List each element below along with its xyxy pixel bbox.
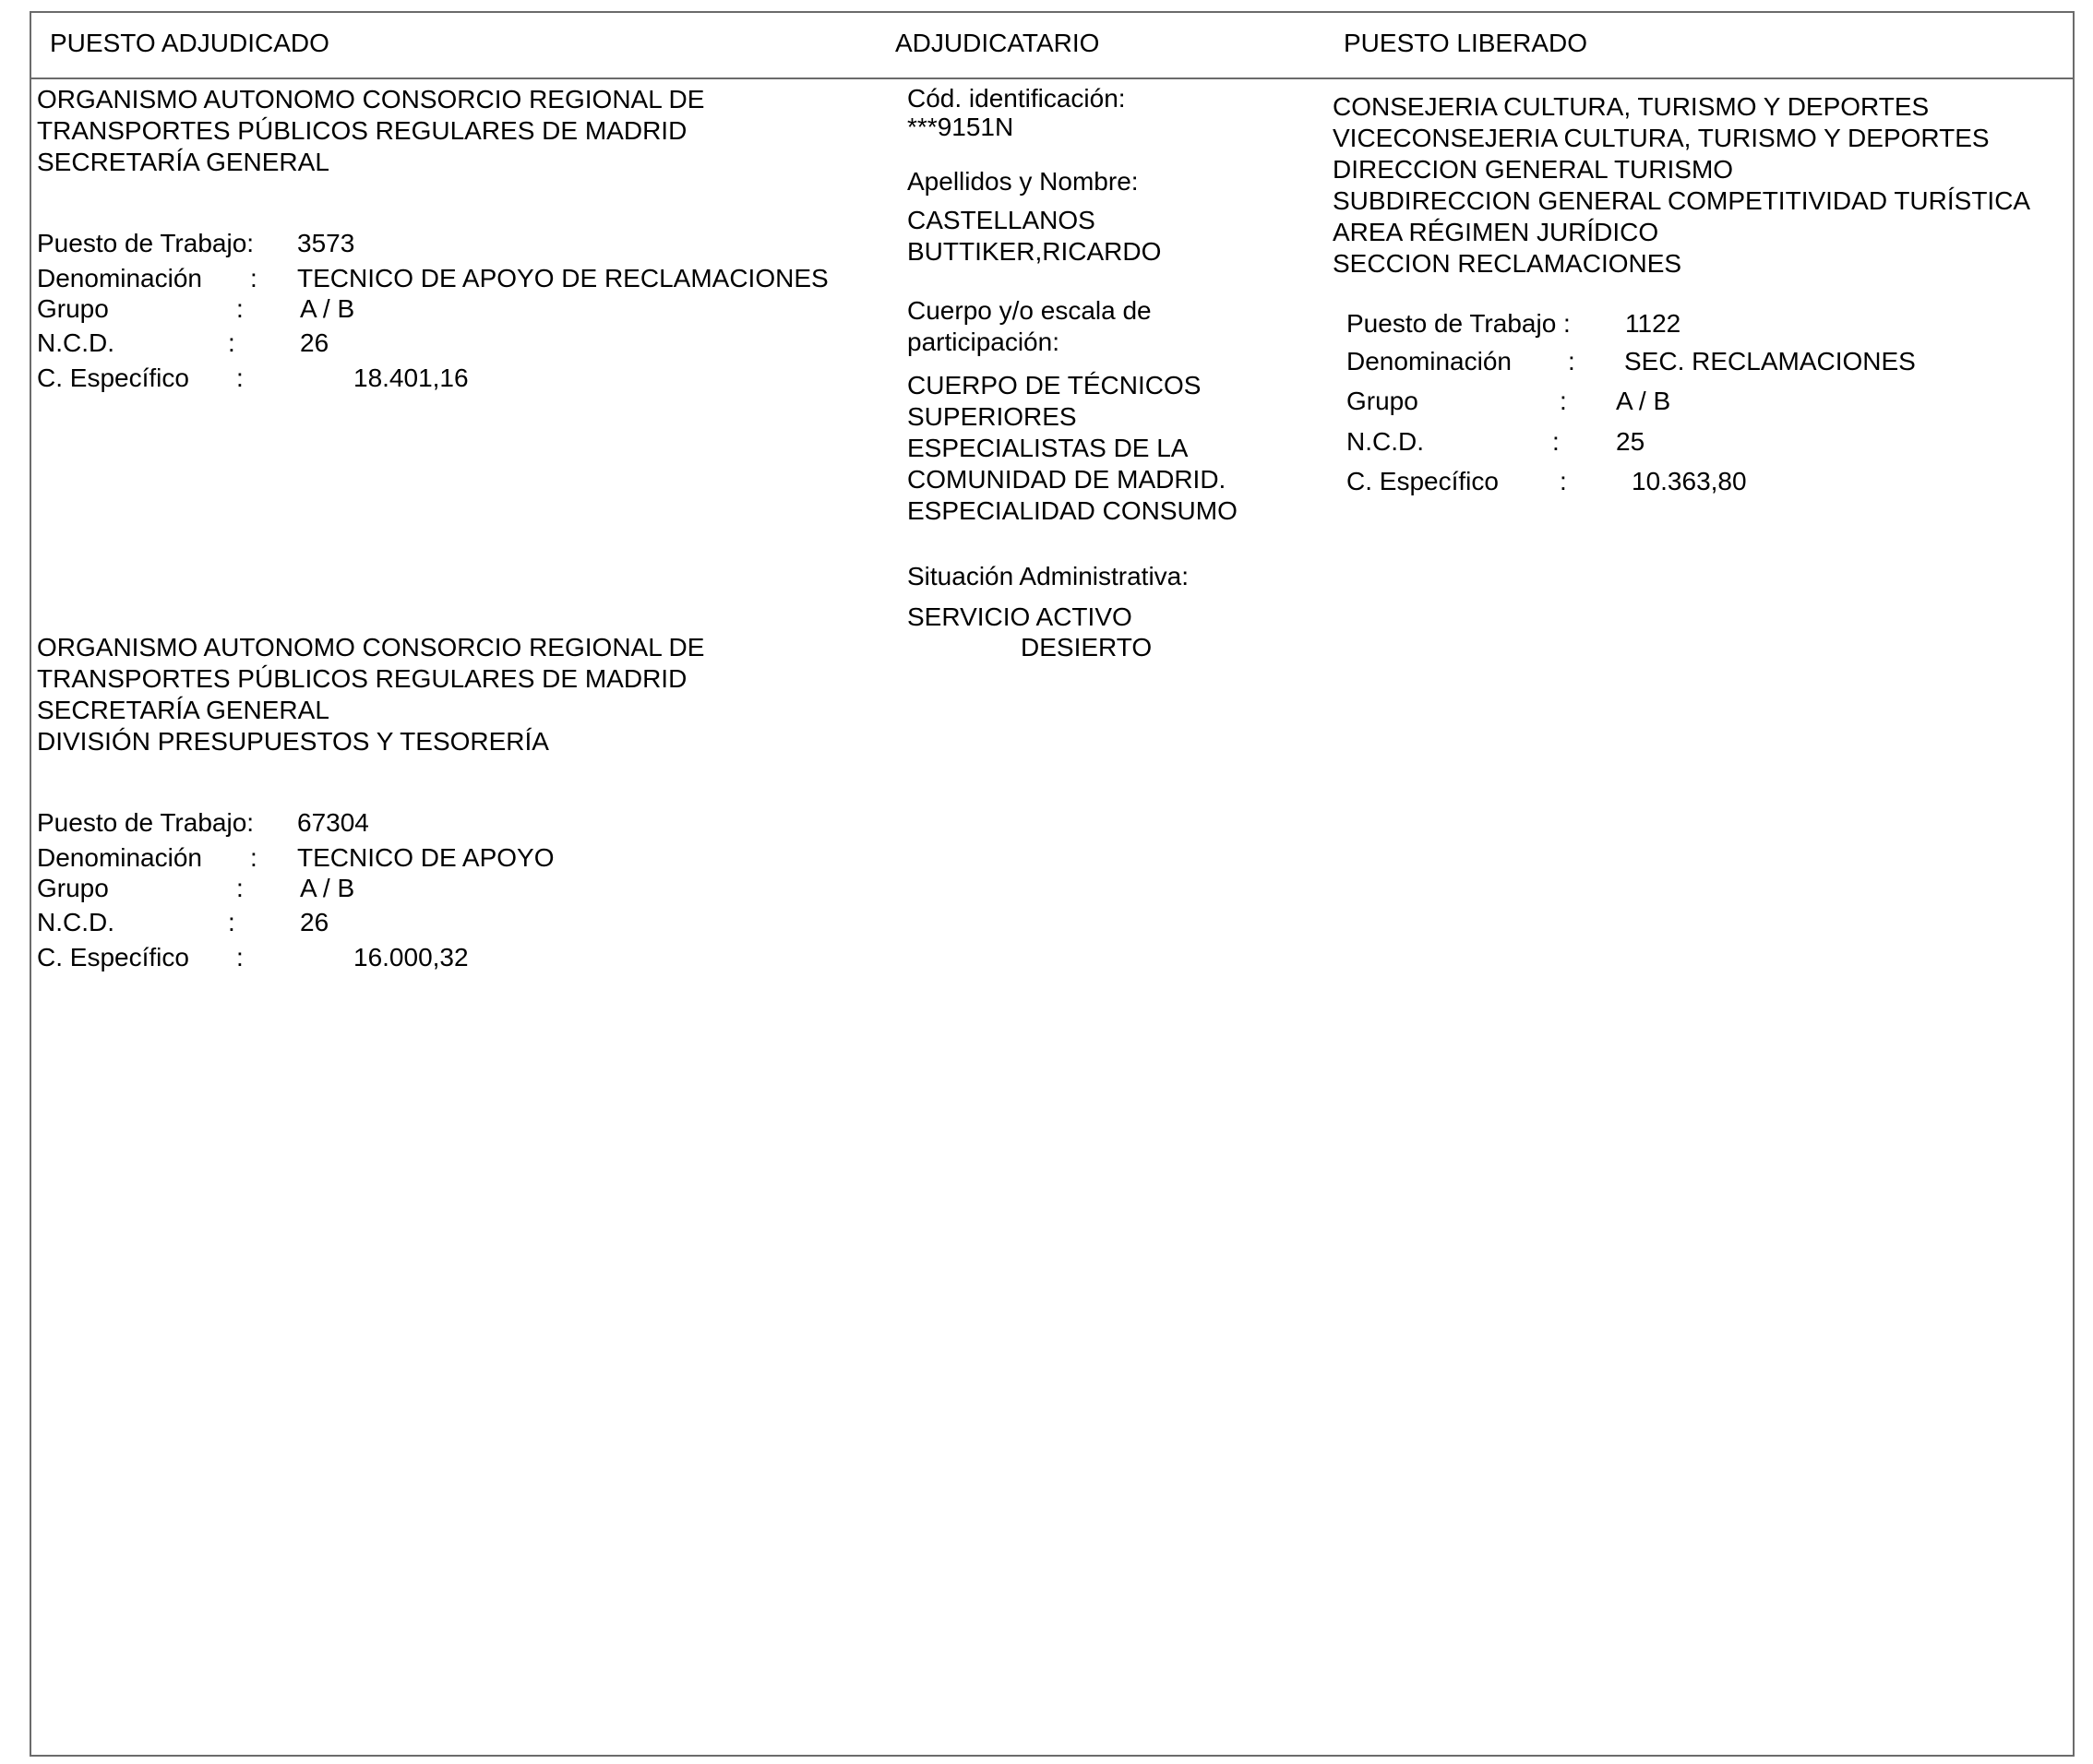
adjudicado-1-organismo: ORGANISMO AUTONOMO CONSORCIO REGIONAL DE TRANSPORTES PÚBLICOS REGULARES DE MADRID SECRETARÍA GENERAL: [37, 85, 705, 176]
adjudicado-2-cesp-value: 16.000,32: [353, 943, 469, 971]
adjudicado-1-grupo-value: A / B: [300, 294, 355, 323]
liberado-cesp-value: 10.363,80: [1632, 467, 1747, 495]
header-puesto-liberado: PUESTO LIBERADO: [1344, 29, 1588, 57]
adjudicado-2-denominacion-colon: :: [250, 843, 257, 872]
adjudicatario-cod-value: ***9151N: [907, 113, 1014, 141]
adjudicatario-situacion-label: Situación Administrativa:: [907, 562, 1190, 590]
adjudicado-2-cesp-label: C. Específico: [37, 943, 189, 971]
adjudicado-2-ncd-label: N.C.D.: [37, 908, 114, 936]
adjudicatario-desierto: DESIERTO: [1021, 633, 1153, 662]
liberado-puesto-label: Puesto de Trabajo :: [1346, 309, 1571, 338]
adjudicado-2-puesto-label: Puesto de Trabajo:: [37, 808, 255, 837]
header-divider: [30, 77, 2075, 79]
adjudicado-1-grupo-label: Grupo: [37, 294, 109, 323]
header-puesto-adjudicado: PUESTO ADJUDICADO: [50, 29, 329, 57]
adjudicado-1-puesto-value: 3573: [297, 229, 355, 257]
adjudicado-1-ncd-colon: :: [228, 328, 235, 357]
adjudicado-1-denominacion-value: TECNICO DE APOYO DE RECLAMACIONES: [297, 264, 829, 292]
liberado-grupo-label: Grupo: [1346, 387, 1418, 415]
liberado-ncd-label: N.C.D.: [1346, 427, 1424, 456]
adjudicado-2-ncd-colon: :: [228, 908, 235, 936]
adjudicado-1-puesto-label: Puesto de Trabajo:: [37, 229, 255, 257]
adjudicado-2-cesp-colon: :: [236, 943, 244, 971]
adjudicado-1-denominacion-colon: :: [250, 264, 257, 292]
adjudicado-1-cesp-colon: :: [236, 364, 244, 392]
adjudicado-2-grupo-colon: :: [236, 874, 244, 902]
adjudicatario-cuerpo-label: Cuerpo y/o escala de participación:: [907, 296, 1152, 356]
liberado-ncd-colon: :: [1552, 427, 1560, 456]
liberado-denominacion-label: Denominación: [1346, 347, 1512, 375]
adjudicatario-apellidos-value: CASTELLANOS BUTTIKER,RICARDO: [907, 206, 1162, 266]
adjudicado-2-denominacion-value: TECNICO DE APOYO: [297, 843, 555, 872]
adjudicatario-cuerpo-value: CUERPO DE TÉCNICOS SUPERIORES ESPECIALISTAS DE LA COMUNIDAD DE MADRID. ESPECIALIDAD CONSUMO: [907, 371, 1238, 525]
liberado-denominacion-value: SEC. RECLAMACIONES: [1624, 347, 1916, 375]
adjudicado-2-ncd-value: 26: [300, 908, 329, 936]
liberado-grupo-colon: :: [1560, 387, 1567, 415]
liberado-cesp-label: C. Específico: [1346, 467, 1499, 495]
liberado-grupo-value: A / B: [1616, 387, 1671, 415]
adjudicatario-apellidos-label: Apellidos y Nombre:: [907, 167, 1139, 196]
adjudicado-1-cesp-label: C. Específico: [37, 364, 189, 392]
adjudicado-2-organismo: ORGANISMO AUTONOMO CONSORCIO REGIONAL DE TRANSPORTES PÚBLICOS REGULARES DE MADRID SECRETARÍA GENERAL DIVISIÓN PRESUPUESTOS Y TESORERÍA: [37, 633, 705, 756]
adjudicado-2-puesto-value: 67304: [297, 808, 369, 837]
liberado-puesto-value: 1122: [1625, 309, 1681, 338]
liberado-organismo: CONSEJERIA CULTURA, TURISMO Y DEPORTES VICECONSEJERIA CULTURA, TURISMO Y DEPORTES DIRECCION GENERAL TURISMO SUBDIRECCION GENERAL COMPETITIVIDAD TURÍSTICA AREA RÉGIMEN JURÍDICO SECCION RECLAMACIONES: [1333, 92, 2031, 278]
adjudicado-1-denominacion-label: Denominación: [37, 264, 202, 292]
adjudicado-1-cesp-value: 18.401,16: [353, 364, 469, 392]
liberado-cesp-colon: :: [1560, 467, 1567, 495]
adjudicatario-cod-label: Cód. identificación:: [907, 84, 1126, 113]
liberado-denominacion-colon: :: [1568, 347, 1575, 375]
adjudicado-1-ncd-label: N.C.D.: [37, 328, 114, 357]
adjudicado-2-grupo-label: Grupo: [37, 874, 109, 902]
adjudicado-2-grupo-value: A / B: [300, 874, 355, 902]
adjudicado-1-grupo-colon: :: [236, 294, 244, 323]
adjudicado-1-ncd-value: 26: [300, 328, 329, 357]
header-adjudicatario: ADJUDICATARIO: [895, 29, 1100, 57]
adjudicado-2-denominacion-label: Denominación: [37, 843, 202, 872]
liberado-ncd-value: 25: [1616, 427, 1645, 456]
adjudicatario-situacion-value: SERVICIO ACTIVO: [907, 602, 1132, 631]
